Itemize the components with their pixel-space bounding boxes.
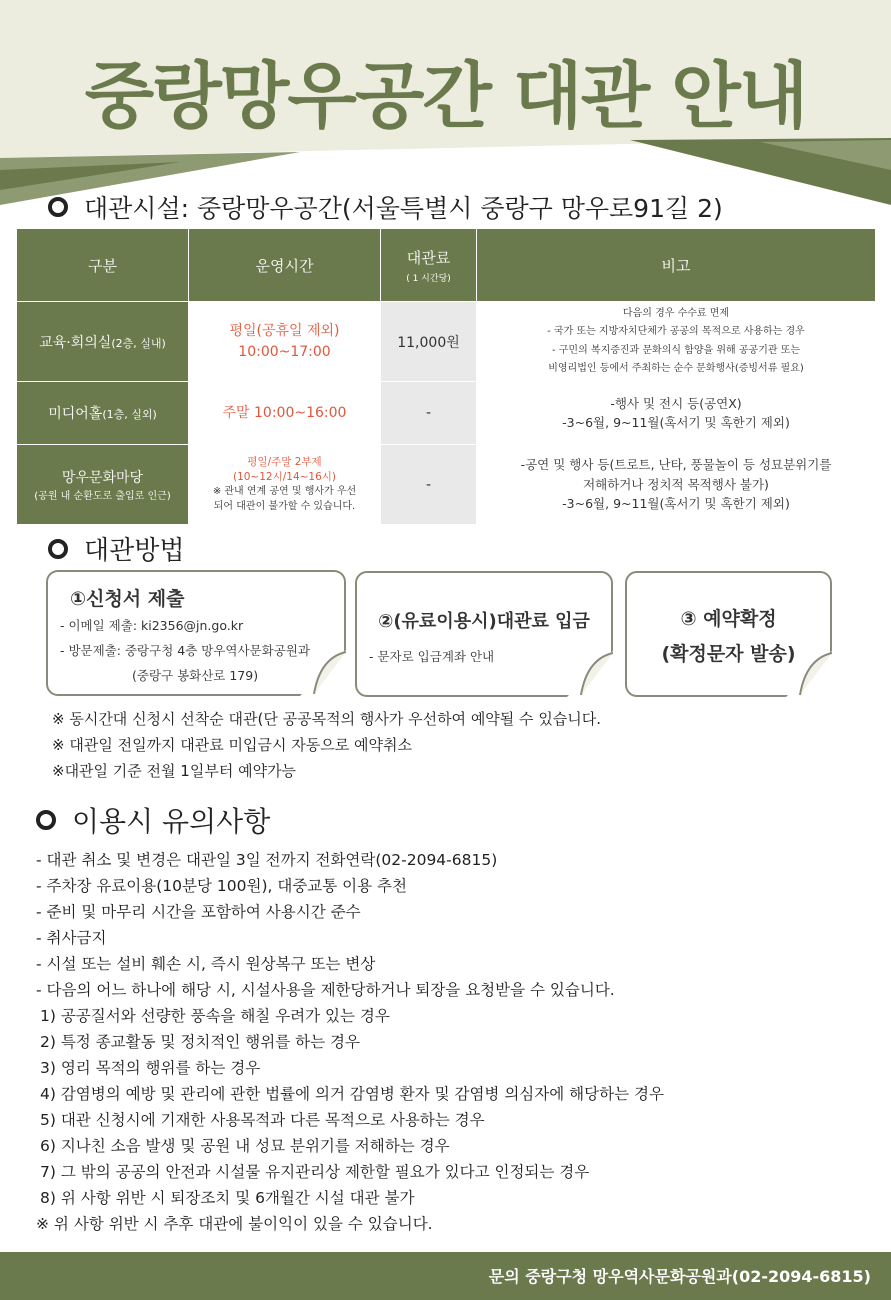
header-remark: 비고 (477, 229, 876, 302)
row-category (17, 382, 189, 445)
remark-line: 다음의 경우 수수료 면제 (622, 307, 730, 319)
table-row (17, 445, 876, 525)
row-fee: 11,000원 (381, 302, 477, 382)
caution-item: - 취사금지 (36, 929, 107, 947)
page-fold-icon (567, 651, 613, 697)
caution-item: 7) 그 밖의 공공의 안전과 시설물 유지관리상 제한할 필요가 있다고 인정되는 경우 (40, 1163, 590, 1181)
step-line: (중랑구 봉화산로 179) (132, 668, 259, 683)
category-detail: (1층, 실외) (102, 408, 157, 421)
hours-note: 되어 대관이 불가할 수 있습니다. (213, 500, 356, 512)
header-fee-label: 대관료 (406, 248, 451, 267)
remark-line: 비영리법인 등에서 주최하는 순수 문화행사(증빙서류 필요) (548, 363, 804, 374)
caution-item: ※ 위 사항 위반 시 추후 대관에 불이익이 있을 수 있습니다. (36, 1215, 433, 1233)
caution-item: - 시설 또는 설비 훼손 시, 즉시 원상복구 또는 변상 (36, 955, 376, 973)
step-line: - 이메일 제출: ki2356@jn.go.kr (60, 618, 244, 633)
row-remark (477, 382, 876, 445)
page-title: 중랑망우공간 대관 안내 (84, 54, 807, 138)
table-row (17, 382, 876, 445)
method-heading (48, 530, 184, 567)
method-heading-text: 대관방법 (84, 536, 185, 566)
row-remark (477, 445, 876, 525)
category-name: 망우문화마당 (61, 470, 144, 486)
caution-item: 1) 공공질서와 선량한 풍속을 해칠 우려가 있는 경우 (40, 1007, 390, 1025)
caution-item: 8) 위 사항 위반 시 퇴장조치 및 6개월간 시설 대관 불가 (40, 1189, 415, 1207)
remark-line: - 국가 또는 지방자치단체가 공공의 목적으로 사용하는 경우 (547, 326, 805, 337)
step-line: (확정문자 발송) (661, 643, 796, 665)
caution-item: - 대관 취소 및 변경은 대관일 3일 전까지 전화연락(02-2094-6815) (36, 851, 498, 869)
hours-line: (10~12시/14~16시) (232, 471, 337, 483)
page-fold-icon (786, 651, 832, 697)
step-card-application (46, 570, 346, 696)
cautions-heading-text: 이용시 유의사항 (72, 805, 271, 838)
footer-contact: 문의 중랑구청 망우역사문화공원과(02-2094-6815) (488, 1267, 871, 1286)
hours-line: 10:00~17:00 (238, 343, 331, 360)
row-fee: - (381, 382, 477, 445)
facility-heading (48, 189, 723, 225)
remark-line: -공연 및 행사 등(트로트, 난타, 풍물놀이 등 성묘분위기를 (520, 457, 832, 473)
step-card-confirmation (625, 571, 832, 697)
hours-line: 주말 10:00~16:00 (222, 404, 347, 421)
footer-bar (0, 1252, 891, 1300)
row-category (17, 302, 189, 382)
table-row (17, 302, 876, 382)
circle-bullet-icon (48, 197, 68, 217)
remark-line: -3~6월, 9~11월(혹서기 및 혹한기 제외) (562, 496, 790, 512)
hours-note: ※ 관내 연계 공연 및 행사가 우선 (212, 486, 357, 498)
circle-bullet-icon (36, 810, 56, 830)
header-fee (381, 229, 477, 302)
method-note: ※ 대관일 전일까지 대관료 미입금시 자동으로 예약취소 (52, 736, 412, 754)
header-category: 구분 (17, 229, 189, 302)
hours-line: 평일(공휴일 제외) (229, 323, 340, 340)
method-note: ※ 동시간대 신청시 선착순 대관(단 공공목적의 행사가 우선하여 예약될 수 있습니다. (52, 710, 602, 728)
caution-item: 4) 감염병의 예방 및 관리에 관한 법률에 의거 감염병 환자 및 감염병 의심자에 해당하는 경우 (40, 1085, 664, 1103)
facility-heading-text: 대관시설: 중랑망우공간(서울특별시 중랑구 망우로91길 2) (84, 194, 723, 223)
caution-item: - 다음의 어느 하나에 해당 시, 시설사용을 제한당하거나 퇴장을 요청받을 수 있습니다. (36, 981, 615, 999)
row-remark (477, 302, 876, 382)
fee-table (16, 228, 876, 525)
remark-line: -3~6월, 9~11월(혹서기 및 혹한기 제외) (562, 415, 790, 430)
category-detail: (공원 내 순환도로 출입로 인근) (34, 491, 171, 502)
row-fee: - (381, 445, 477, 525)
caution-item: - 준비 및 마무리 시간을 포함하여 사용시간 준수 (36, 903, 361, 921)
row-hours (189, 445, 381, 525)
remark-line: - 구민의 복지증진과 문화의식 함양을 위해 공공기관 또는 (551, 344, 801, 356)
step-title: ①신청서 제출 (70, 588, 185, 610)
step-title: ②(유료이용시)대관료 입금 (378, 611, 590, 632)
cautions-heading (36, 800, 270, 840)
caution-item: - 주차장 유료이용(10분당 100원), 대중교통 이용 추천 (36, 877, 407, 895)
hours-line: 평일/주말 2부제 (247, 455, 322, 468)
method-note: ※대관일 기준 전월 1일부터 예약가능 (52, 762, 297, 780)
step-line: - 문자로 입금계좌 안내 (369, 649, 495, 664)
remark-line: 저해하거나 정치적 목적행사 불가) (583, 476, 769, 492)
header-fee-unit: ( 1 시간당) (406, 273, 451, 284)
step-title: ③ 예약확정 (680, 608, 777, 630)
caution-item: 5) 대관 신청시에 기재한 사용목적과 다른 목적으로 사용하는 경우 (40, 1111, 485, 1129)
table-header-row (17, 229, 876, 302)
caution-item: 3) 영리 목적의 행위를 하는 경우 (40, 1059, 261, 1077)
caution-item: 6) 지나친 소음 발생 및 공원 내 성묘 분위기를 저해하는 경우 (40, 1137, 450, 1155)
category-detail: (2층, 실내) (111, 336, 166, 350)
row-hours (189, 382, 381, 445)
category-name: 교육·회의실 (39, 334, 112, 351)
caution-item: 2) 특정 종교활동 및 정치적인 행위를 하는 경우 (40, 1033, 360, 1051)
row-category (17, 445, 189, 525)
row-hours (189, 302, 381, 382)
category-name: 미디어홀 (48, 406, 103, 422)
page-fold-icon (300, 650, 346, 696)
step-line: - 방문제출: 중랑구청 4층 망우역사문화공원과 (60, 643, 310, 658)
remark-line: -행사 및 전시 등(공연X) (610, 395, 742, 411)
circle-bullet-icon (48, 539, 68, 559)
header-hours: 운영시간 (189, 229, 381, 302)
step-card-payment (355, 571, 613, 697)
